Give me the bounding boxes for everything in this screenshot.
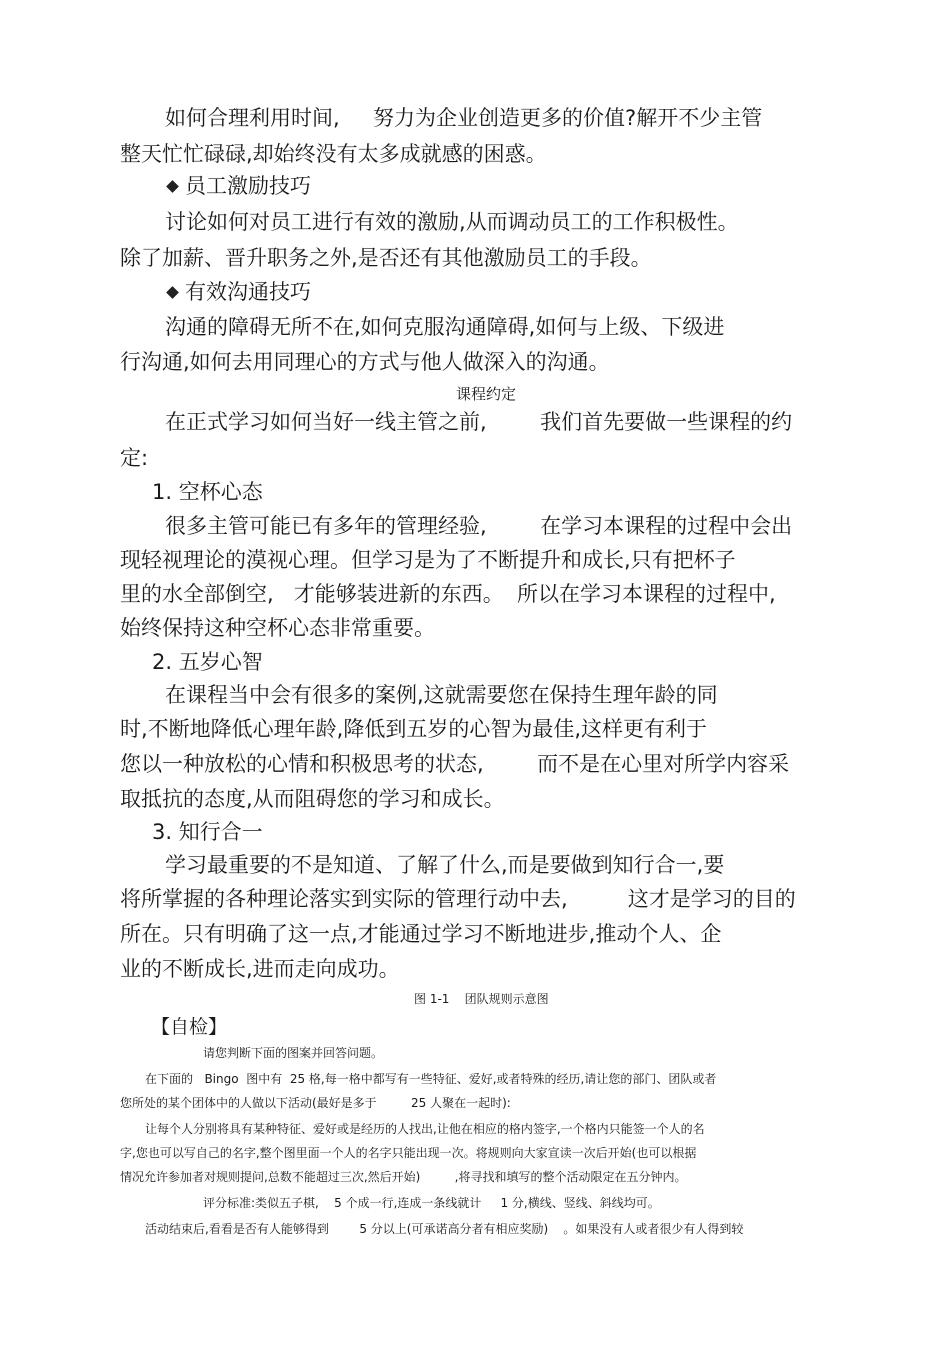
paragraph-line: 行沟通,如何去用同理心的方式与他人做深入的沟通。	[120, 350, 610, 374]
exercise-line: 活动结束后,看看是否有人能够得到 5 分以上(可承诺高分者有相应奖励) 。如果没有人或者很少有人得到较	[145, 1222, 744, 1236]
paragraph-line: 业的不断成长,进而走向成功。	[120, 957, 400, 981]
paragraph-line: 在正式学习如何当好一线主管之前, 我们首先要做一些课程的约	[165, 410, 793, 434]
paragraph-line: 除了加薪、晋升职务之外,是否还有其他激励员工的手段。	[120, 246, 652, 270]
paragraph-line: 在课程当中会有很多的案例,这就需要您在保持生理年龄的同	[165, 683, 718, 707]
exercise-line: 评分标准:类似五子棋, 5 个成一行,连成一条线就计 1 分,横线、竖线、斜线均可。	[203, 1196, 660, 1210]
section-heading: 员工激励技巧	[185, 174, 311, 198]
paragraph-line: 始终保持这种空杯心态非常重要。	[120, 616, 435, 640]
paragraph-line: 里的水全部倒空, 才能够装进新的东西。 所以在学习本课程的过程中,	[120, 582, 776, 606]
paragraph-line: 定:	[120, 446, 149, 470]
exercise-line: 请您判断下面的图案并回答问题。	[203, 1046, 384, 1060]
section-heading: 有效沟通技巧	[185, 280, 311, 304]
section-title: 课程约定	[456, 385, 517, 403]
paragraph-line: 所在。只有明确了这一点,才能通过学习不断地进步,推动个人、企	[120, 922, 722, 946]
paragraph-line: 将所掌握的各种理论落实到实际的管理行动中去, 这才是学习的目的	[120, 887, 796, 911]
paragraph-line: 取抵抗的态度,从而阻碍您的学习和成长。	[120, 787, 505, 811]
paragraph-line: 现轻视理论的漠视心理。但学习是为了不断提升和成长,只有把杯子	[120, 548, 736, 572]
paragraph-line: 时,不断地降低心理年龄,降低到五岁的心智为最佳,这样更有利于	[120, 717, 708, 741]
paragraph-line: 学习最重要的不是知道、了解了什么,而是要做到知行合一,要	[165, 853, 725, 877]
exercise-line: 让每个人分别将具有某种特征、爱好或是经历的人找出,让他在相应的格内签字,一个格内只能签一个人的名	[145, 1122, 705, 1136]
numbered-heading: 2. 五岁心智	[152, 650, 263, 674]
paragraph-line: 讨论如何对员工进行有效的激励,从而调动员工的工作积极性。	[165, 210, 739, 234]
exercise-line: 您所处的某个团体中的人做以下活动(最好是多于 25 人聚在一起时):	[120, 1096, 511, 1110]
paragraph-line: 很多主管可能已有多年的管理经验, 在学习本课程的过程中会出	[165, 514, 793, 538]
paragraph-line: 如何合理利用时间, 努力为企业创造更多的价值?解开不少主管	[165, 106, 763, 130]
exercise-line: 字,您也可以写自己的名字,整个图里面一个人的名字只能出现一次。将规则向大家宣读一次后开始(也可以根据	[120, 1146, 697, 1160]
diamond-bullet-icon	[166, 286, 179, 299]
figure-caption: 图 1-1 团队规则示意图	[414, 992, 549, 1006]
diamond-bullet-icon	[166, 180, 179, 193]
paragraph-line: 整天忙忙碌碌,却始终没有太多成就感的困惑。	[120, 142, 547, 166]
self-check-heading: 【自检】	[151, 1016, 228, 1038]
numbered-heading: 1. 空杯心态	[152, 480, 263, 504]
paragraph-line: 您以一种放松的心情和积极思考的状态, 而不是在心里对所学内容采	[120, 752, 790, 776]
exercise-line: 在下面的 Bingo 图中有 25 格,每一格中都写有一些特征、爱好,或者特殊的经历,请让您的部门、团队或者	[145, 1072, 717, 1086]
exercise-line: 情况允许参加者对规则提问,总数不能超过三次,然后开始) ,将寻找和填写的整个活动限定在五分钟内。	[120, 1170, 687, 1184]
paragraph-line: 沟通的障碍无所不在,如何克服沟通障碍,如何与上级、下级进	[165, 315, 725, 339]
numbered-heading: 3. 知行合一	[152, 820, 263, 844]
